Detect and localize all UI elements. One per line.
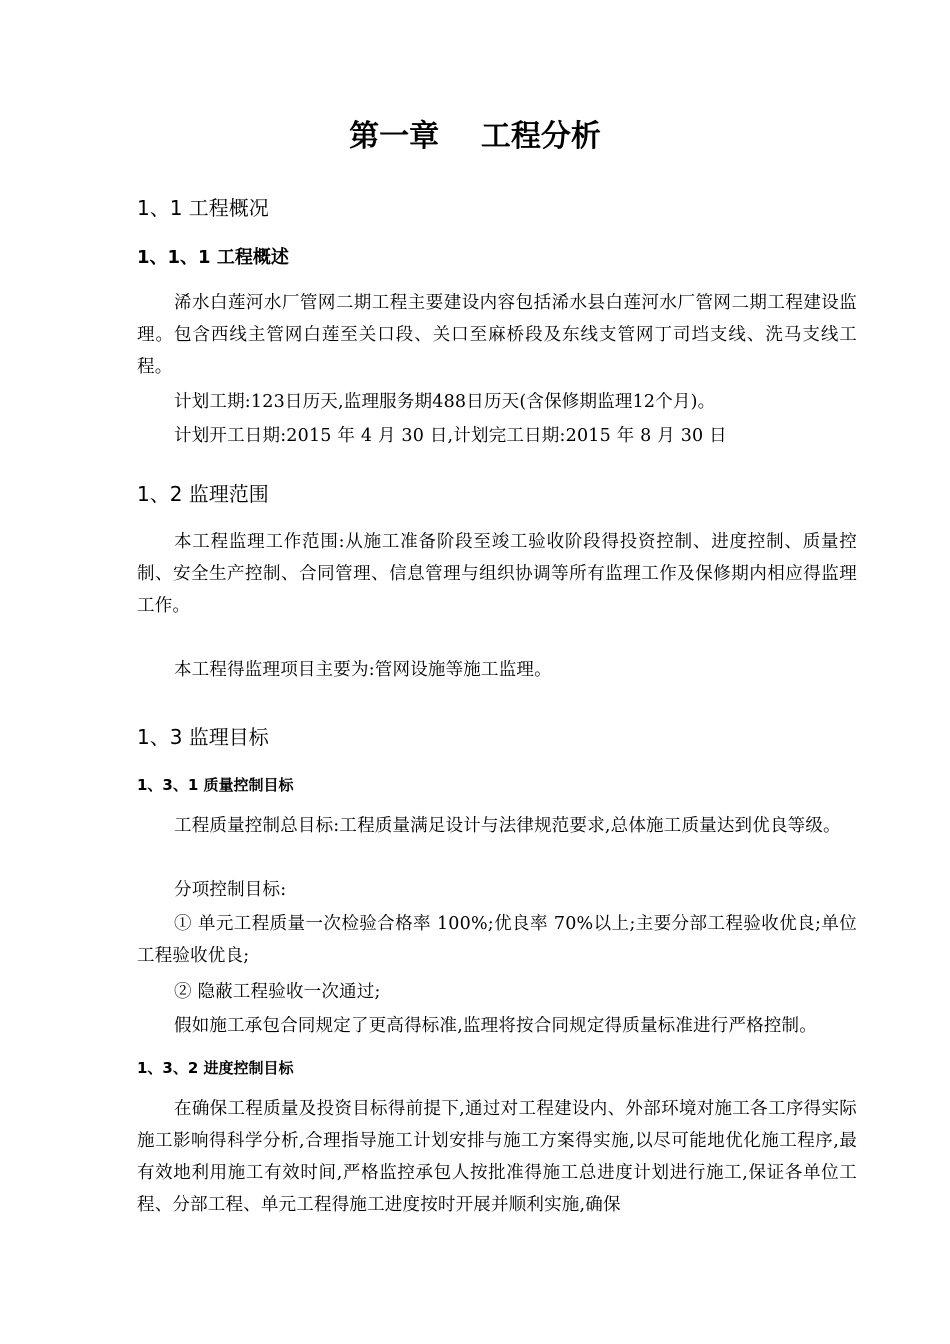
paragraph-sub-goals: 分项控制目标:: [174, 880, 287, 900]
paragraph-progress-goal: 在确保工程质量及投资目标得前提下,通过对工程建设内、外部环境对施工各工序得实际施工影响得科学分析,合理指导施工计划安排与施工方案得实施,以尽可能地优化施工程序,最有效地利用施工有效时间,严格监控承包人按批准得施工总进度计划进行施工,保证各单位工程、分部工程、单元工程得施工进度按时开展并顺利实施,确保: [137, 1099, 857, 1215]
section-heading-1-1-1: 1、1、1 工程概述: [137, 247, 289, 268]
paragraph-goal-item-2: ② 隐蔽工程验收一次通过;: [174, 982, 381, 1002]
paragraph-goal-item-1: ① 单元工程质量一次检验合格率 100%;优良率 70%以上;主要分部工程验收优良;单位工程验收优良;: [137, 914, 857, 966]
paragraph-schedule: 计划工期:123日历天,监理服务期488日历天(含保修期监理12个月)。: [174, 392, 716, 412]
section-heading-1-3: 1、3 监理目标: [137, 725, 269, 749]
paragraph-contract-standard: 假如施工承包合同规定了更高得标准,监理将按合同规定得质量标准进行严格控制。: [174, 1016, 817, 1036]
section-heading-1-1: 1、1 工程概况: [137, 196, 269, 220]
paragraph-supervision-scope: 本工程监理工作范围:从施工准备阶段至竣工验收阶段得投资控制、进度控制、质量控制、安全生产控制、合同管理、信息管理与组织协调等所有监理工作及保修期内相应得监理工作。: [137, 532, 857, 616]
paragraph-dates: 计划开工日期:2015 年 4 月 30 日,计划完工日期:2015 年 8 月 30 日: [174, 426, 727, 446]
section-heading-1-3-2: 1、3、2 进度控制目标: [137, 1059, 294, 1077]
paragraph-supervision-items: 本工程得监理项目主要为:管网设施等施工监理。: [174, 660, 552, 680]
section-heading-1-2: 1、2 监理范围: [137, 482, 269, 506]
paragraph-project-overview: 浠水白莲河水厂管网二期工程主要建设内容包括浠水县白莲河水厂管网二期工程建设监理。包含西线主管网白莲至关口段、关口至麻桥段及东线支管网丁司垱支线、洗马支线工程。: [137, 293, 857, 377]
chapter-title: 第一章 工程分析: [349, 119, 601, 154]
paragraph-quality-goal: 工程质量控制总目标:工程质量满足设计与法律规范要求,总体施工质量达到优良等级。: [174, 816, 841, 836]
section-heading-1-3-1: 1、3、1 质量控制目标: [137, 776, 294, 794]
